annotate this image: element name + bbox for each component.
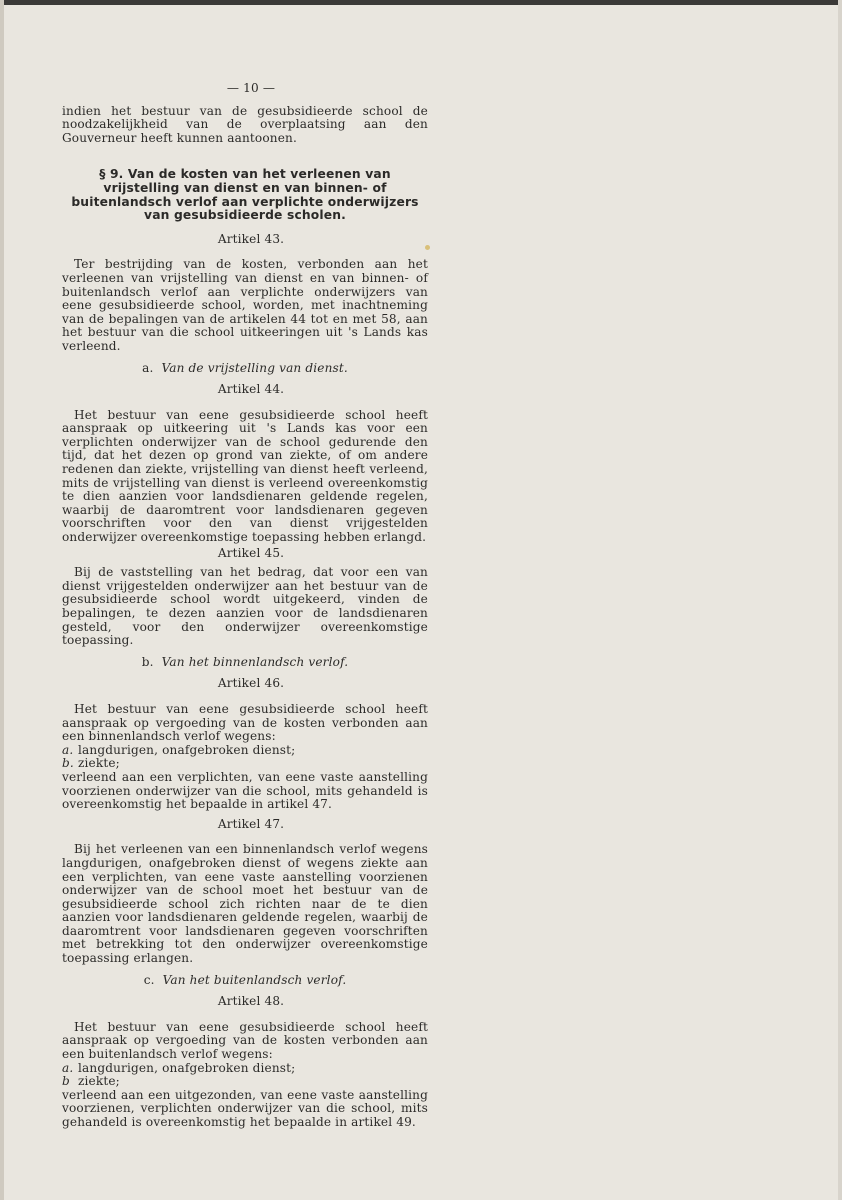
section-heading: § 9. Van de kosten van het verleenen van vrijstelling van dienst en van binnen- of buitenlandsch verlof aan verplichte onderwijzers van gesubsidieerde scholen. [71,167,419,223]
subsection-b-letter: b. [141,654,154,669]
article-48-item-a-label: a. [62,1060,74,1075]
article-46-text: Het bestuur van eene gesubsidieerde school heeft aanspraak op vergoeding van de kosten verbonden aan een binnenlandsch verlof wegens: [62,701,428,744]
intro-paragraph: indien het bestuur van de gesubsidieerde school de noodzakelijkheid van de overplaatsing aan den Gouverneur heeft kunnen aantoonen. [62,103,428,145]
article-48-item-b [62,1075,428,1089]
document-column [62,82,428,1130]
subsection-a [62,362,428,376]
article-46-item-a-text: langdurigen, onafgebroken dienst; [78,742,296,757]
article-43-title: Artikel 43. [217,231,285,246]
article-44-title: Artikel 44. [217,382,285,397]
page-right-edge [838,0,842,1200]
article-48-item-a-text: langdurigen, onafgebroken dienst; [78,1060,296,1075]
article-48-item-b-label: b [62,1074,70,1089]
subsection-c-title: Van het buitenlandsch verlof. [162,972,347,987]
page-number: — 10 — [226,81,276,95]
page-left-edge [0,0,4,1200]
subsection-b [62,656,428,670]
article-45-text: Bij de vaststelling van het bedrag, dat voor een van dienst vrijgestelden onderwijzer aan het bestuur van de gesubsidieerde school wordt uitgekeerd, vinden de bepalingen, te dezen aanzien voor de landsdienaren gesteld, voor den onderwijzer overeenkomstige toepassing. [62,565,428,648]
article-46-item-b-text: ziekte; [78,756,120,771]
article-45-title: Artikel 45. [217,545,285,560]
article-46-closing: verleend aan een verplichten, van eene vaste aanstelling voorzienen onderwijzer van die school, mits gehandeld is overeenkomstig het bepaalde in artikel 47. [62,769,428,812]
article-46-item-b [62,757,428,771]
article-47-title: Artikel 47. [217,816,285,831]
subsection-c [62,974,428,988]
article-47-text: Bij het verleenen van een binnenlandsch verlof wegens langdurigen, onafgebroken dienst of wegens ziekte aan een verplichten, van eene vaste aanstelling voorzienen onderwijzer van de school moet het bestuur van de gesubsidieerde school zich richten naar de te dien aanzien voor landsdienaren geldende regelen, waarbij de daaromtrent voor landsdienaren gegeven voorschriften met betrekking tot den onderwijzer overeenkomstige toepassing erlangen. [62,842,428,966]
article-46-item-b-label: b. [62,756,74,771]
page-top-edge [0,0,842,5]
article-46-item-a-label: a. [62,742,74,757]
subsection-b-title: Van het binnenlandsch verlof. [161,654,349,669]
subsection-a-title: Van de vrijstelling van dienst. [161,360,348,375]
article-43-text: Ter bestrijding van de kosten, verbonden aan het verleenen van vrijstelling van dienst en van binnen- of buitenlandsch verlof aan verplichte onderwijzers van eene gesubsidieerde school, worden, met inachtneming van de bepalingen van de artikelen 44 tot en met 58, aan het bestuur van die school uitkeeringen uit 's Lands kas verleend. [62,257,428,353]
article-48-item-a [62,1062,428,1076]
subsection-a-letter: a. [142,360,154,375]
article-46-item-a [62,744,428,758]
article-48-title: Artikel 48. [217,994,285,1009]
subsection-c-letter: c. [143,972,155,987]
article-44-text: Het bestuur van eene gesubsidieerde school heeft aanspraak op uitkeering uit 's Lands kas voor een verplichten onderwijzer van de school gedurende den tijd, dat het dezen op grond van ziekte, of om andere redenen dan ziekte, vrijstelling van dienst heeft verleend, mits de vrijstelling van dienst is verleend overeenkomstig te dien aanzien voor landsdienaren geldende regelen, waarbij de daaromtrent voor landsdienaren gegeven voorschriften voor den van dienst vrijgestelden onderwijzer overeenkomstige toepassing hebben erlangd. [62,407,428,545]
article-48-closing: verleend aan een uitgezonden, van eene vaste aanstelling voorzienen, verplichten onderwijzer van die school, mits gehandeld is overeenkomstig het bepaalde in artikel 49. [62,1087,428,1129]
article-48-text: Het bestuur van eene gesubsidieerde school heeft aanspraak op vergoeding van de kosten verbonden aan een buitenlandsch verlof wegens: [62,1019,428,1062]
article-46-title: Artikel 46. [217,676,285,691]
article-48-item-b-text: ziekte; [78,1074,120,1089]
